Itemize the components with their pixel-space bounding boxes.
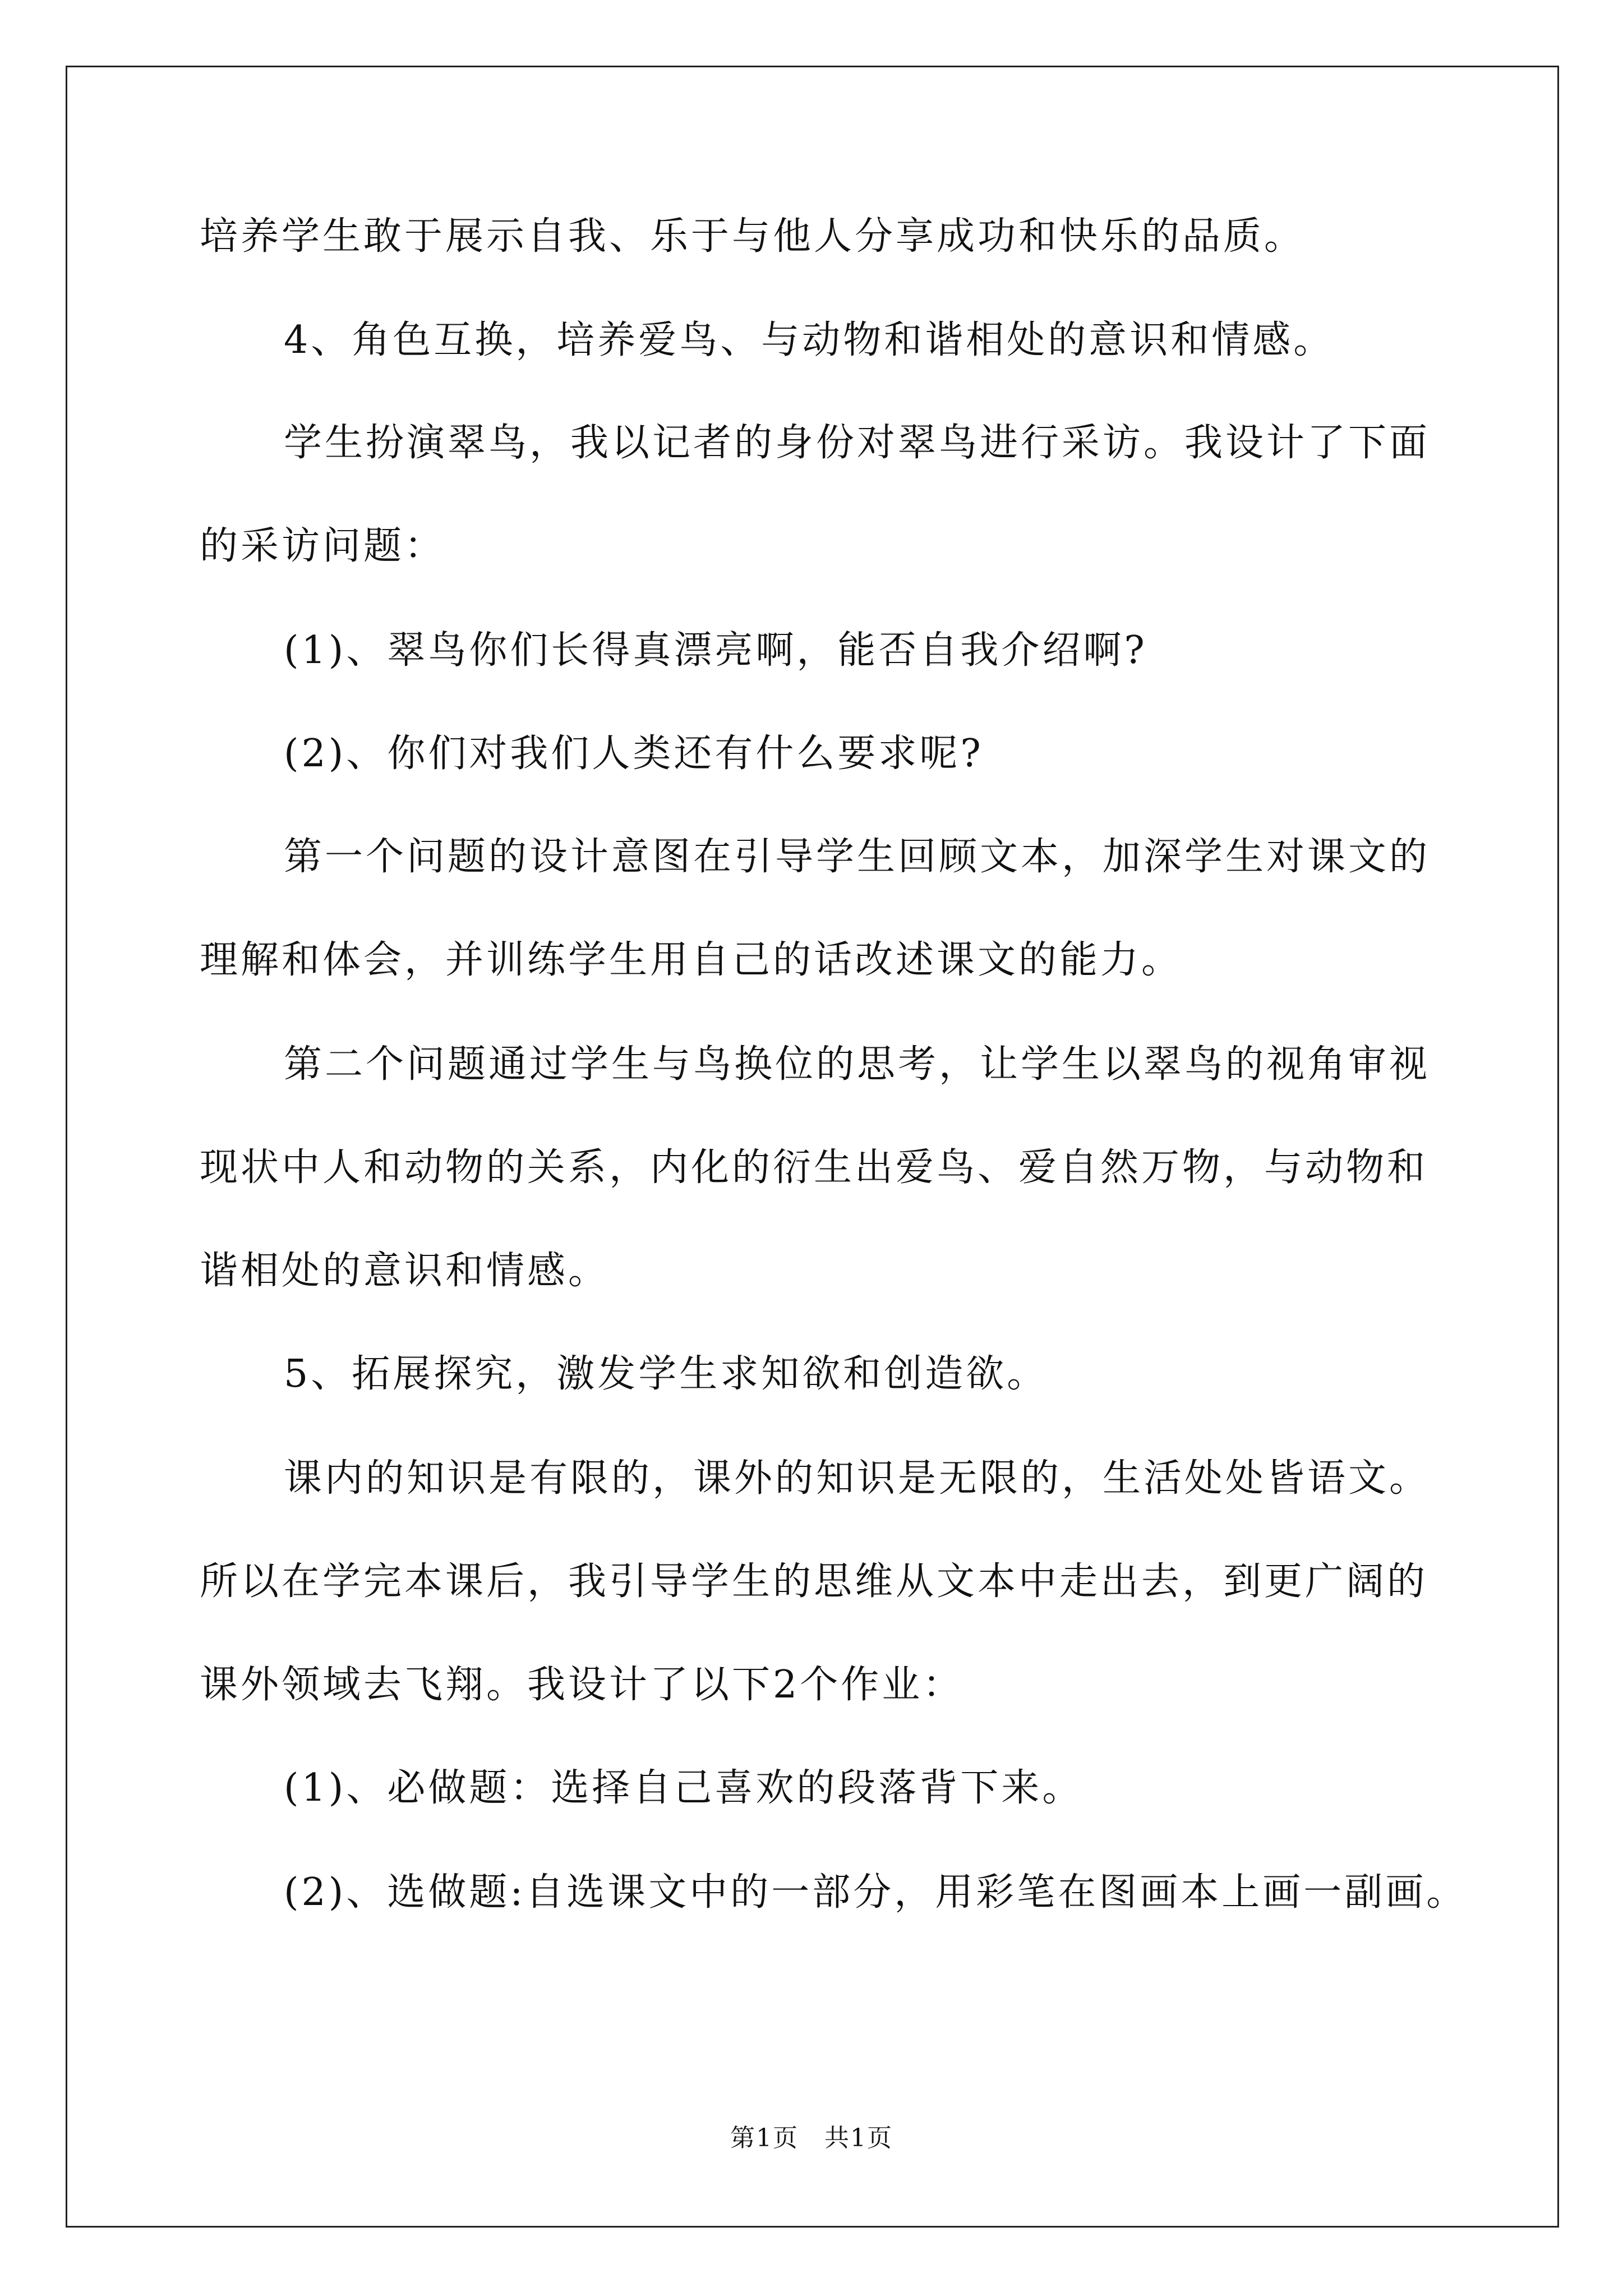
text-line: (1)、翠鸟你们长得真漂亮啊，能否自我介绍啊? (284, 628, 1147, 673)
text-line: 课外领域去飞翔。我设计了以下2个作业： (200, 1663, 964, 1707)
text-line: 谐相处的意识和情感。 (200, 1249, 610, 1293)
text-line: (1)、必做题：选择自己喜欢的段落背下来。 (284, 1766, 1083, 1810)
page-number-footer: 第1页 共1页 (730, 2124, 893, 2152)
text-line: 所以在学完本课后，我引导学生的思维从文本中走出去，到更广阔的 (200, 1559, 1428, 1604)
text-line: (2)、选做题:自选课文中的一部分，用彩笔在图画本上画一副画。 (284, 1870, 1468, 1915)
text-line: 5、拓展探究，激发学生求知欲和创造欲。 (284, 1352, 1048, 1396)
text-line: 学生扮演翠鸟，我以记者的身份对翠鸟进行采访。我设计了下面 (284, 421, 1431, 465)
text-line: 4、角色互换，培养爱鸟、与动物和谐相处的意识和情感。 (284, 318, 1335, 362)
text-line: 现状中人和动物的关系，内化的衍生出爱鸟、爱自然万物，与动物和 (200, 1145, 1428, 1190)
text-line: 理解和体会，并训练学生用自己的话改述课文的能力。 (200, 938, 1183, 982)
text-line: (2)、你们对我们人类还有什么要求呢? (284, 731, 984, 776)
text-line: 课内的知识是有限的，课外的知识是无限的，生活处处皆语文。 (284, 1456, 1431, 1501)
text-line: 第二个问题通过学生与鸟换位的思考，让学生以翠鸟的视角审视 (284, 1042, 1431, 1087)
text-line: 培养学生敢于展示自我、乐于与他人分享成功和快乐的品质。 (200, 214, 1306, 259)
text-line: 的采访问题： (200, 524, 446, 568)
text-line: 第一个问题的设计意图在引导学生回顾文本，加深学生对课文的 (284, 835, 1431, 879)
